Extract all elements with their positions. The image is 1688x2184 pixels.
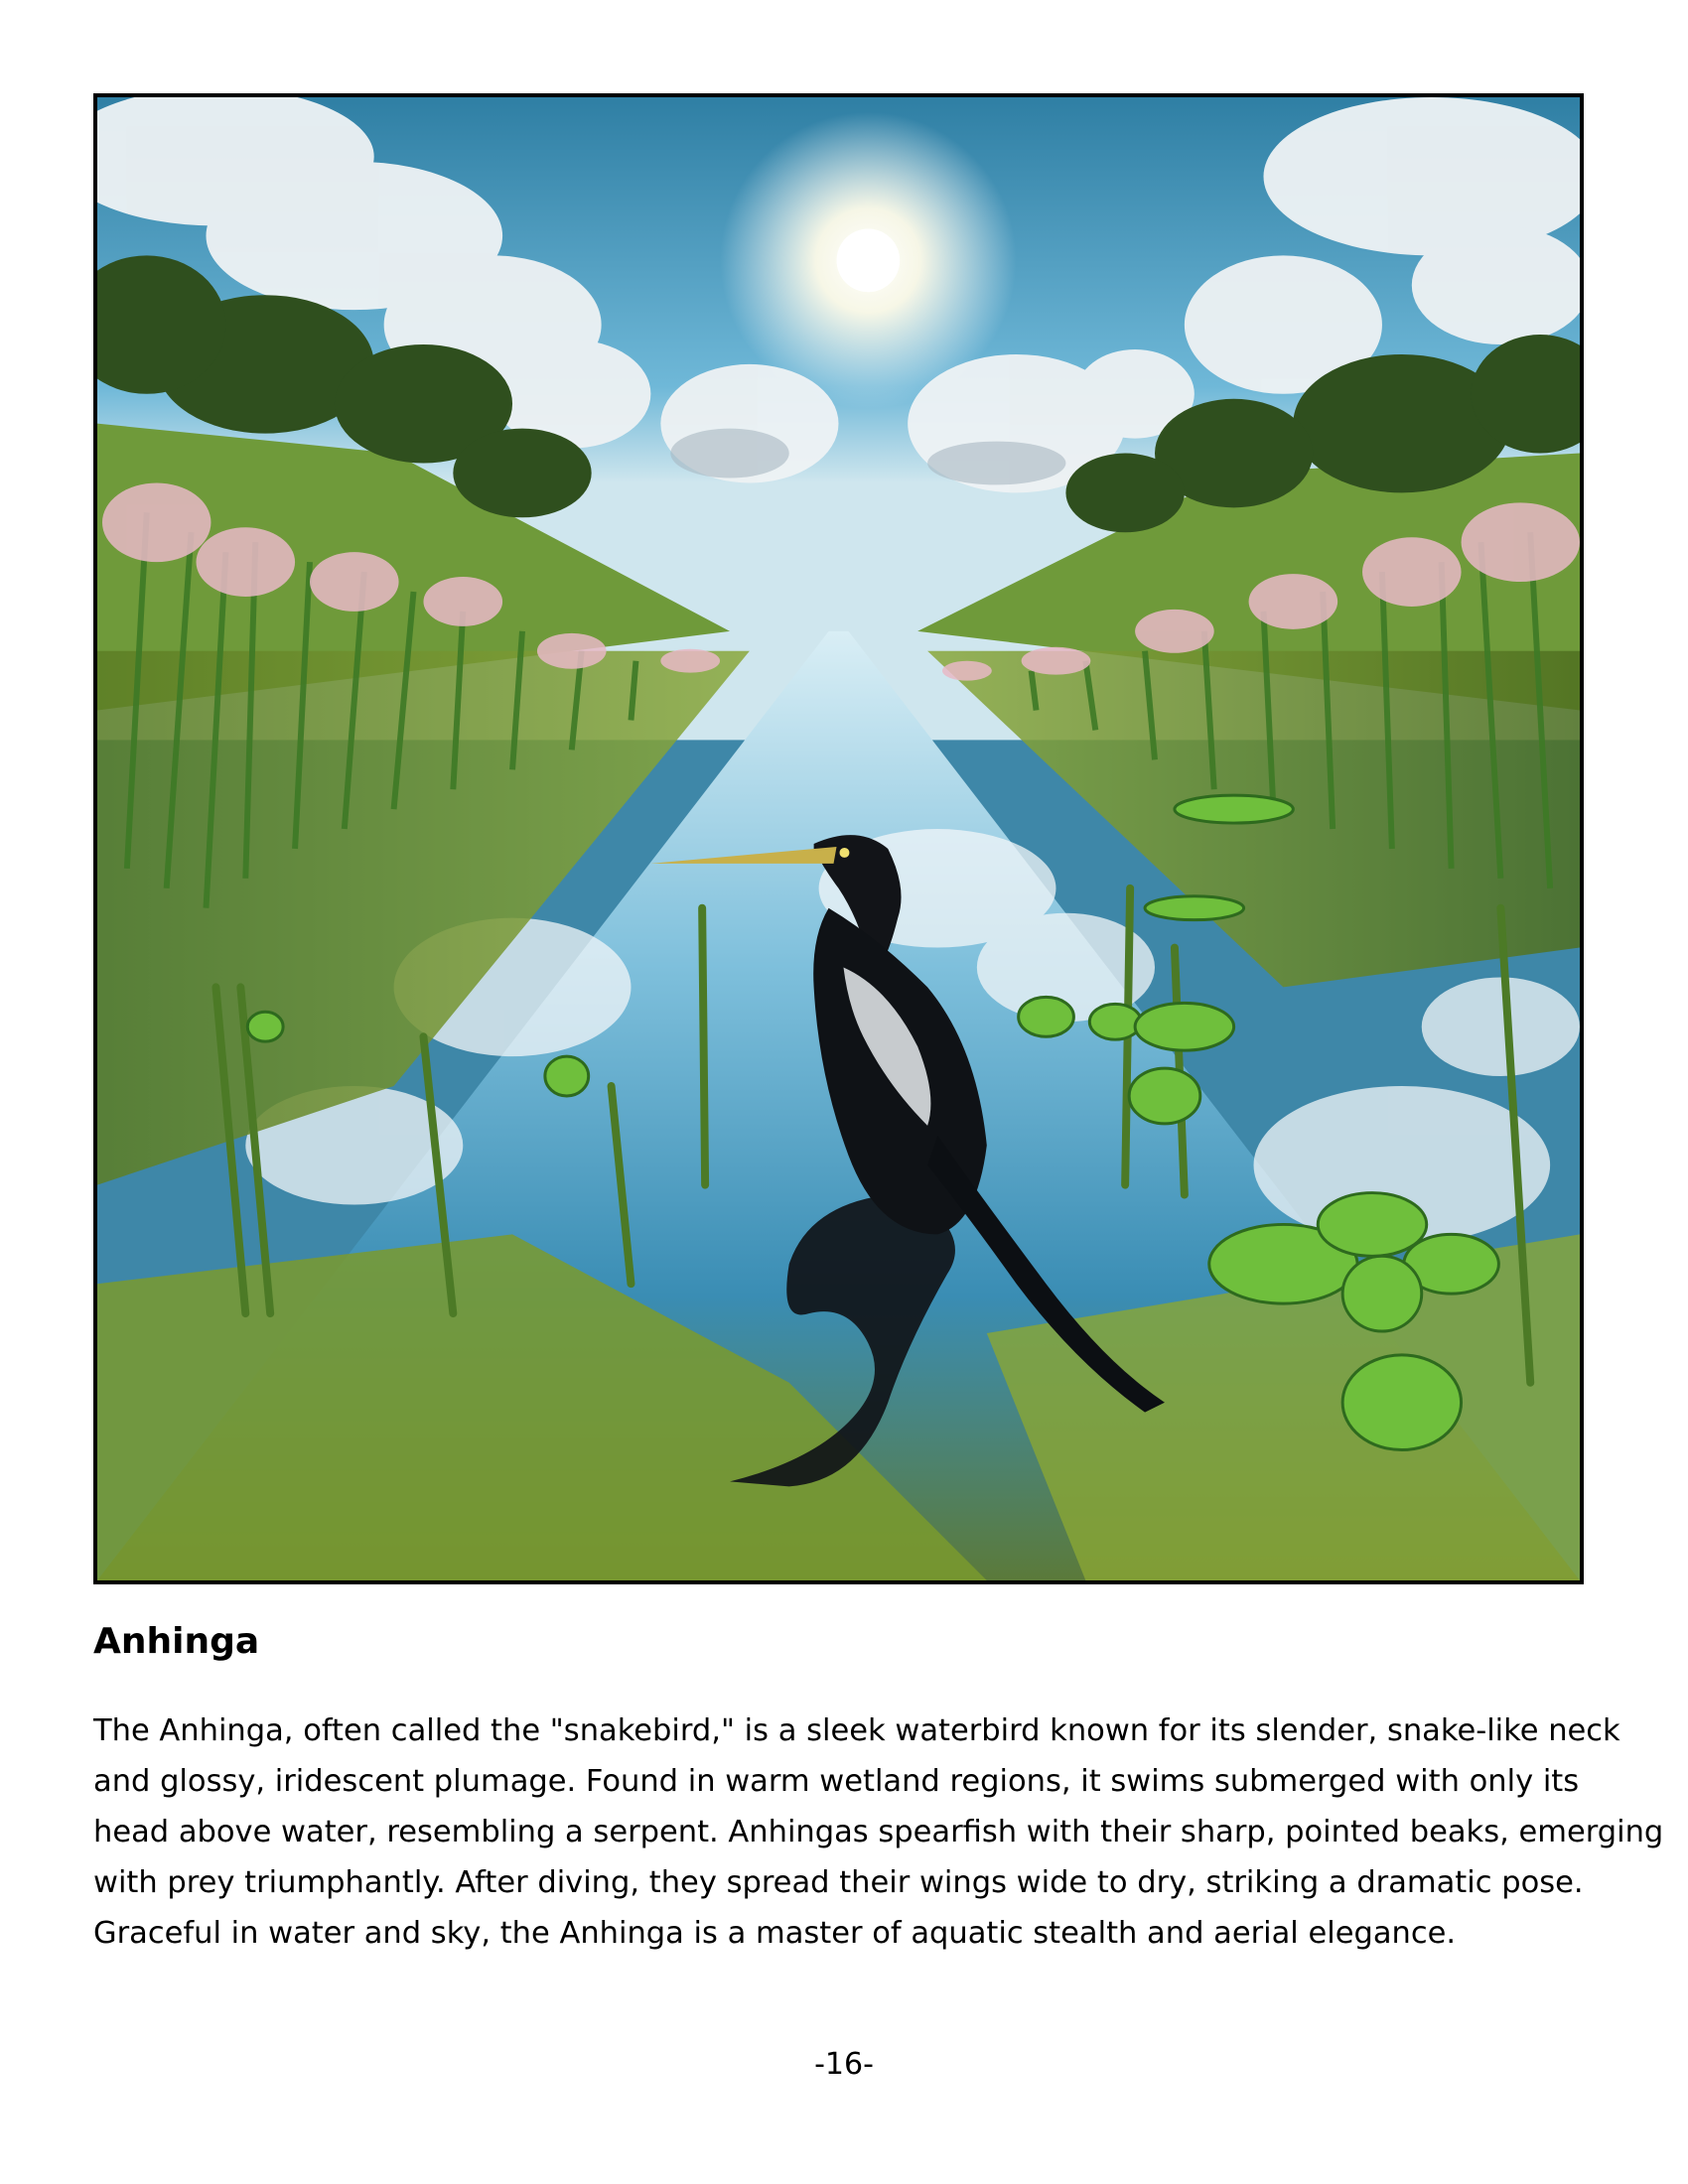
body-line: head above water, resembling a serpent. Anhingas spearfish with their sharp, pointed beaks, emerging bbox=[93, 1815, 1664, 1849]
article-title: Anhinga bbox=[93, 1621, 260, 1662]
article-body bbox=[93, 1706, 1664, 1959]
wetland-scene-illustration bbox=[97, 97, 1580, 1580]
body-line: Graceful in water and sky, the Anhinga is a master of aquatic stealth and aerial elegance. bbox=[93, 1916, 1457, 1951]
page-number: -16- bbox=[814, 2047, 874, 2082]
body-line: The Anhinga, often called the "snakebird," is a sleek waterbird known for its slender, snake-like neck bbox=[93, 1713, 1620, 1748]
anhinga-photo bbox=[93, 93, 1584, 1584]
body-line: with prey triumphantly. After diving, they spread their wings wide to dry, striking a dramatic pose. bbox=[93, 1865, 1584, 1900]
body-line: and glossy, iridescent plumage. Found in warm wetland regions, it swims submerged with only its bbox=[93, 1764, 1580, 1799]
